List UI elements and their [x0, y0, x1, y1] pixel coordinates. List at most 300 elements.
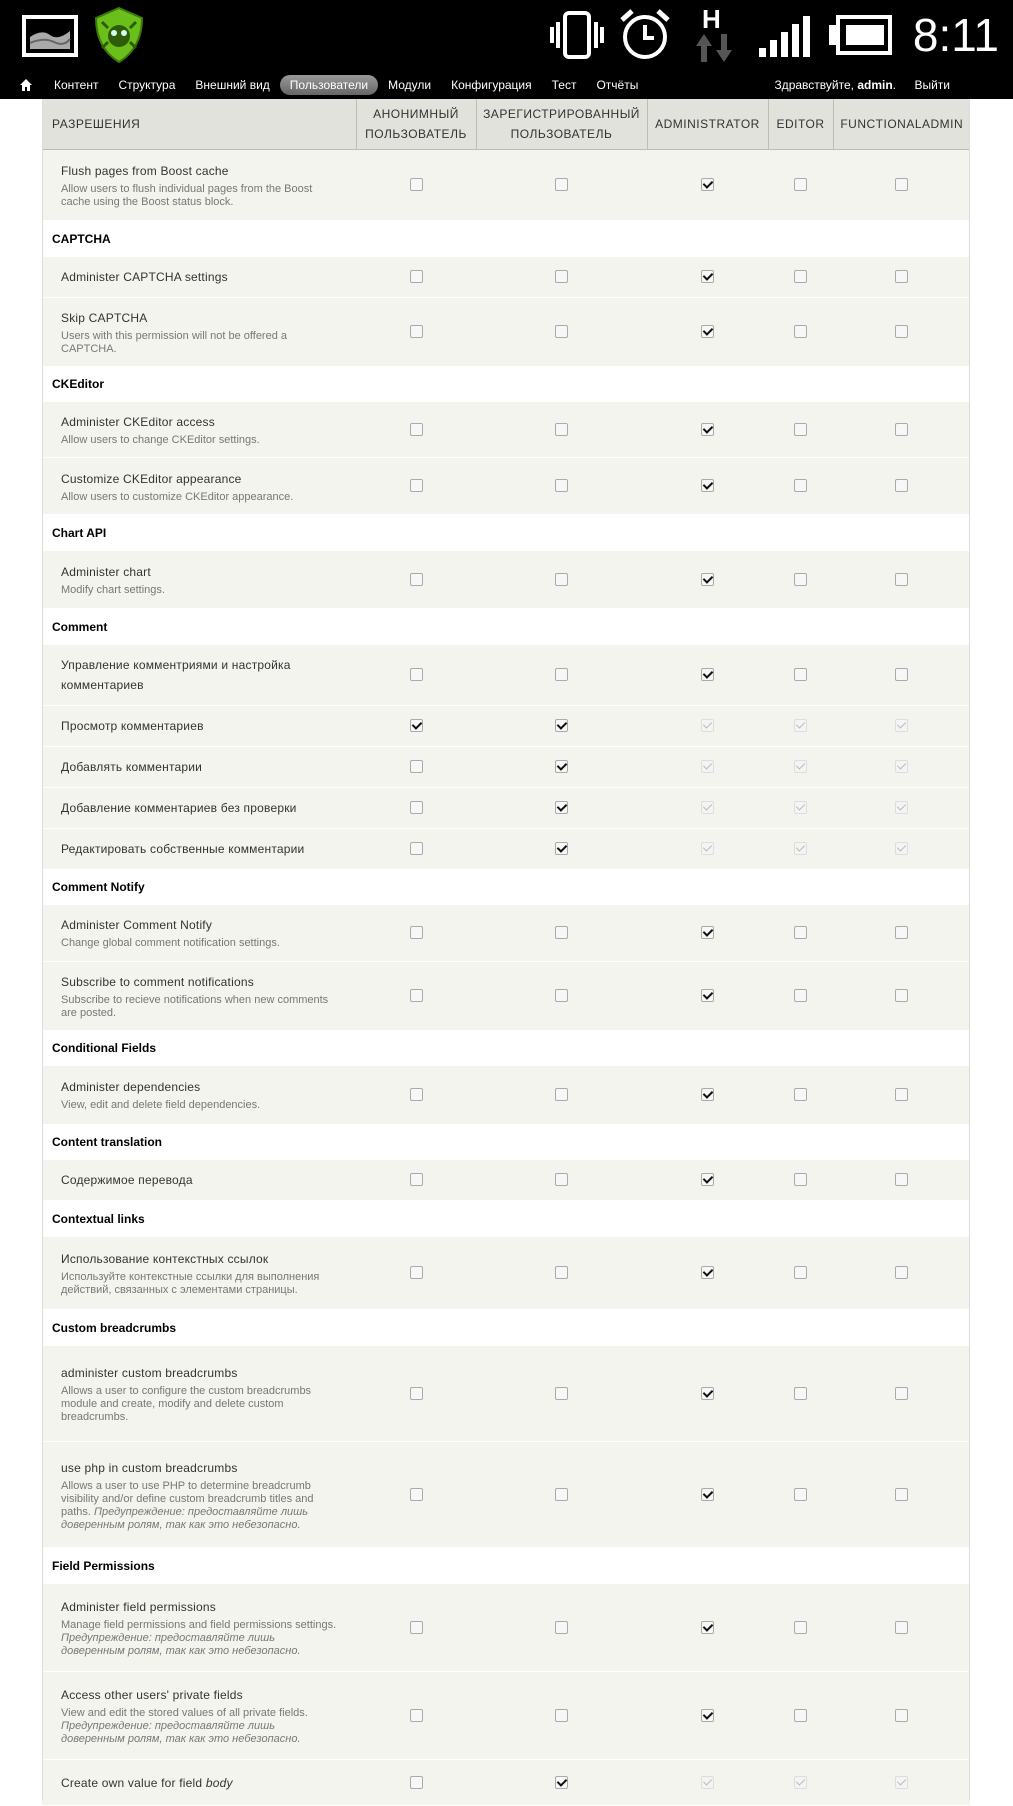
permission-description [61, 330, 346, 356]
permission-checkbox[interactable] [895, 1621, 908, 1634]
inherited-permission-checkbox [895, 801, 908, 814]
role-permission-cell [647, 905, 768, 961]
permission-row [42, 705, 970, 746]
toolbar-item[interactable]: Модули [388, 78, 432, 92]
role-permission-cell [833, 458, 970, 515]
permission-title [61, 757, 346, 777]
permission-description [61, 994, 346, 1020]
permission-checkbox[interactable] [410, 1088, 423, 1101]
role-permission-cell [768, 150, 833, 221]
role-permission-cell [476, 1066, 647, 1124]
permission-checkbox[interactable] [794, 1387, 807, 1400]
role-permission-cell [476, 551, 647, 609]
permission-checkbox[interactable] [410, 1709, 423, 1722]
role-permission-cell [647, 787, 768, 828]
role-column-header: EDITOR [768, 99, 833, 150]
alarm-icon [618, 8, 672, 62]
module-name: CAPTCHA [42, 221, 970, 257]
permission-checkbox[interactable] [794, 423, 807, 436]
role-permission-cell [647, 1066, 768, 1124]
role-permission-cell [476, 705, 647, 746]
permission-title-text: Administer CKEditor access [61, 415, 215, 429]
permission-checkbox[interactable] [410, 719, 423, 732]
permission-row [42, 746, 970, 787]
toolbar-item[interactable]: Контент [54, 78, 99, 92]
permission-checkbox[interactable] [895, 325, 908, 338]
role-permission-cell [768, 1237, 833, 1310]
permission-checkbox[interactable] [555, 423, 568, 436]
role-permission-cell [647, 961, 768, 1030]
home-icon[interactable] [19, 78, 33, 92]
permission-cell [42, 705, 356, 746]
permission-row [42, 1760, 970, 1806]
role-permission-cell [356, 551, 476, 609]
permission-checkbox[interactable] [701, 178, 714, 191]
permission-title-text: Subscribe to comment notifications [61, 974, 254, 989]
role-permission-cell [833, 905, 970, 961]
module-row [42, 1548, 970, 1584]
permission-checkbox[interactable] [410, 668, 423, 681]
permission-checkbox[interactable] [555, 573, 568, 586]
module-name: Comment Notify [42, 869, 970, 905]
role-permission-cell [356, 297, 476, 366]
permission-checkbox[interactable] [410, 573, 423, 586]
permission-checkbox[interactable] [895, 1387, 908, 1400]
gallery-notification-icon [22, 15, 78, 57]
permission-description-text: Users with this permission will not be offered a CAPTCHA. [61, 329, 288, 355]
permission-checkbox[interactable] [555, 1709, 568, 1722]
permission-checkbox[interactable] [555, 479, 568, 492]
role-permission-cell [356, 150, 476, 221]
permission-checkbox[interactable] [701, 926, 714, 939]
module-row [42, 609, 970, 645]
permission-title-text: Administer field permissions [61, 1599, 216, 1614]
role-permission-cell [768, 1584, 833, 1672]
permission-checkbox[interactable] [555, 719, 568, 732]
permission-cell [42, 150, 356, 221]
permission-checkbox[interactable] [895, 668, 908, 681]
role-permission-cell [356, 458, 476, 515]
permission-checkbox[interactable] [794, 178, 807, 191]
module-row [42, 1310, 970, 1346]
role-permission-cell [833, 1672, 970, 1760]
role-permission-cell [768, 1346, 833, 1442]
role-permission-cell [833, 1760, 970, 1806]
role-permission-cell [833, 705, 970, 746]
permission-checkbox[interactable] [794, 1088, 807, 1101]
role-permission-cell [833, 402, 970, 458]
permission-description [61, 937, 346, 950]
permission-cell [42, 257, 356, 298]
toolbar-item[interactable]: Конфигурация [451, 78, 532, 92]
role-permission-cell [647, 297, 768, 366]
role-permission-cell [647, 705, 768, 746]
role-permission-cell [647, 257, 768, 298]
logout-link[interactable]: Выйти [914, 78, 950, 92]
permission-checkbox[interactable] [895, 270, 908, 283]
permission-checkbox[interactable] [895, 1266, 908, 1279]
permission-checkbox[interactable] [701, 479, 714, 492]
permission-checkbox[interactable] [410, 989, 423, 1002]
role-permission-cell [356, 1160, 476, 1201]
permission-checkbox[interactable] [410, 1266, 423, 1279]
permission-checkbox[interactable] [794, 573, 807, 586]
permission-description-text: Используйте контекстные ссылки для выполнения действий, связанных с элементами страницы. [61, 1270, 320, 1296]
permission-row [42, 1237, 970, 1310]
permission-checkbox[interactable] [701, 1088, 714, 1101]
permission-description-text: Allows a user to use PHP to determine breadcrumb visibility and/or define custom breadcrumb titles and paths. [61, 1479, 314, 1518]
permission-description [61, 1619, 346, 1658]
permission-cell [42, 1760, 356, 1806]
permission-cell [42, 1346, 356, 1442]
permission-title [61, 655, 346, 695]
permission-checkbox[interactable] [555, 325, 568, 338]
role-permission-cell [356, 1584, 476, 1672]
permission-title-text: administer custom breadcrumbs [61, 1365, 238, 1380]
inherited-permission-checkbox [895, 760, 908, 773]
permission-checkbox[interactable] [895, 1173, 908, 1186]
role-permission-cell [476, 458, 647, 515]
permission-checkbox[interactable] [794, 668, 807, 681]
permission-checkbox[interactable] [895, 479, 908, 492]
module-name: Field Permissions [42, 1548, 970, 1584]
permission-title [61, 1597, 346, 1617]
permission-checkbox[interactable] [794, 1709, 807, 1722]
role-permission-cell [833, 1584, 970, 1672]
permission-checkbox[interactable] [555, 760, 568, 773]
role-column-header: АНОНИМНЫЙ ПОЛЬЗОВАТЕЛЬ [356, 99, 476, 150]
status-clock: 8:11 [912, 9, 999, 61]
role-permission-cell [768, 551, 833, 609]
role-permission-cell [356, 961, 476, 1030]
permission-checkbox[interactable] [555, 668, 568, 681]
permission-checkbox[interactable] [794, 325, 807, 338]
role-permission-cell [476, 645, 647, 706]
role-permission-cell [476, 787, 647, 828]
permission-checkbox[interactable] [701, 668, 714, 681]
dr-web-antivirus-icon [92, 6, 146, 64]
permission-title [61, 1458, 346, 1478]
module-row [42, 1124, 970, 1160]
inherited-permission-checkbox [701, 719, 714, 732]
table-header-row [42, 99, 970, 150]
inherited-permission-checkbox [701, 760, 714, 773]
permission-description [61, 434, 346, 447]
role-permission-cell [647, 150, 768, 221]
permission-checkbox[interactable] [895, 178, 908, 191]
permission-checkbox[interactable] [555, 270, 568, 283]
android-status-bar [0, 0, 1013, 71]
permission-checkbox[interactable] [794, 1621, 807, 1634]
role-permission-cell [833, 1346, 970, 1442]
role-permission-cell [476, 1237, 647, 1310]
role-permission-cell [476, 257, 647, 298]
role-permission-cell [356, 1672, 476, 1760]
permission-checkbox[interactable] [701, 573, 714, 586]
permission-checkbox[interactable] [794, 1266, 807, 1279]
permission-title-text: Create own value for field [61, 1775, 203, 1790]
permission-checkbox[interactable] [555, 1173, 568, 1186]
battery-icon [828, 15, 892, 55]
role-permission-cell [768, 961, 833, 1030]
role-column-header: ЗАРЕГИСТРИРОВАННЫЙ ПОЛЬЗОВАТЕЛЬ [476, 99, 647, 150]
permission-title [61, 915, 346, 935]
permission-checkbox[interactable] [794, 989, 807, 1002]
role-permission-cell [476, 1160, 647, 1201]
permission-description-text: Allows a user to configure the custom breadcrumbs module and create, modify and delete custom breadcrumbs. [61, 1384, 312, 1423]
username-link[interactable]: admin [857, 78, 893, 92]
permission-title-text: Customize CKEditor appearance [61, 471, 242, 486]
module-row [42, 1030, 970, 1066]
permission-checkbox[interactable] [701, 989, 714, 1002]
permission-cell [42, 905, 356, 961]
permission-description [61, 1707, 346, 1746]
role-permission-cell [768, 828, 833, 869]
permission-row [42, 1584, 970, 1672]
permission-description-text: View, edit and delete field dependencies. [61, 1099, 261, 1112]
role-permission-cell [647, 402, 768, 458]
permission-checkbox[interactable] [410, 842, 423, 855]
permission-title-text: Administer dependencies [61, 1080, 201, 1095]
permission-cell [42, 746, 356, 787]
role-permission-cell [476, 150, 647, 221]
role-permission-cell [768, 905, 833, 961]
module-name: Comment [42, 609, 970, 645]
permission-checkbox[interactable] [410, 270, 423, 283]
permission-row [42, 1346, 970, 1442]
role-permission-cell [356, 787, 476, 828]
permission-checkbox[interactable] [895, 1088, 908, 1101]
permission-checkbox[interactable] [555, 1088, 568, 1101]
permission-checkbox[interactable] [410, 1387, 423, 1400]
inherited-permission-checkbox [895, 842, 908, 855]
permission-description-text: Allow users to customize CKEditor appearance. [61, 490, 294, 503]
permission-checkbox[interactable] [555, 1776, 568, 1789]
permission-checkbox[interactable] [555, 1488, 568, 1501]
permission-checkbox[interactable] [701, 325, 714, 338]
permission-title-text: Administer chart [61, 564, 151, 579]
permission-row [42, 257, 970, 298]
permission-checkbox[interactable] [794, 270, 807, 283]
role-permission-cell [476, 905, 647, 961]
permission-checkbox[interactable] [794, 926, 807, 939]
module-row [42, 366, 970, 402]
role-permission-cell [356, 1066, 476, 1124]
permission-title-text: Administer CAPTCHA settings [61, 269, 228, 284]
role-permission-cell [647, 746, 768, 787]
permission-cell [42, 297, 356, 366]
permission-checkbox[interactable] [410, 325, 423, 338]
permission-title-text: Добавление комментариев без проверки [61, 800, 297, 815]
permission-row [42, 150, 970, 221]
permission-checkbox[interactable] [794, 1173, 807, 1186]
permission-checkbox[interactable] [410, 1173, 423, 1186]
permission-checkbox[interactable] [701, 1173, 714, 1186]
role-permission-cell [768, 787, 833, 828]
permission-title [61, 1249, 346, 1269]
module-row [42, 515, 970, 551]
permission-checkbox[interactable] [895, 1709, 908, 1722]
permission-cell [42, 1584, 356, 1672]
role-permission-cell [833, 645, 970, 706]
module-name: Custom breadcrumbs [42, 1310, 970, 1346]
permission-checkbox[interactable] [794, 1488, 807, 1501]
permission-description-text: View and edit the stored values of all private fields. [61, 1707, 308, 1719]
toolbar-item[interactable]: Пользователи [280, 75, 378, 95]
security-warning: Предупреждение: предоставляйте лишь доверенным ролям, так как это небезопасно. [61, 1720, 301, 1745]
inherited-permission-checkbox [701, 842, 714, 855]
permission-cell [42, 1672, 356, 1760]
permission-checkbox[interactable] [555, 1266, 568, 1279]
inherited-permission-checkbox [794, 719, 807, 732]
role-permission-cell [833, 1066, 970, 1124]
role-permission-cell [768, 257, 833, 298]
permission-title-text: Flush pages from Boost cache [61, 164, 229, 178]
permission-checkbox[interactable] [701, 1266, 714, 1279]
permission-checkbox[interactable] [410, 801, 423, 814]
role-permission-cell [647, 1584, 768, 1672]
permission-checkbox[interactable] [701, 1387, 714, 1400]
inherited-permission-checkbox [701, 801, 714, 814]
permission-checkbox[interactable] [410, 479, 423, 492]
role-permission-cell [833, 297, 970, 366]
permission-checkbox[interactable] [701, 1488, 714, 1501]
permission-description-text: Allow users to change CKEditor settings. [61, 434, 260, 446]
permission-description [61, 491, 346, 504]
permission-title [61, 839, 346, 859]
permission-description-text: Allow users to flush individual pages from the Boost cache using the Boost status block. [61, 183, 313, 208]
permission-checkbox[interactable] [410, 178, 423, 191]
permission-title [61, 308, 346, 328]
role-permission-cell [356, 828, 476, 869]
role-permission-cell [476, 746, 647, 787]
permission-title-text: Skip CAPTCHA [61, 310, 148, 325]
permission-checkbox[interactable] [555, 1387, 568, 1400]
module-name: Chart API [42, 515, 970, 551]
permission-checkbox[interactable] [410, 423, 423, 436]
permission-description [61, 584, 346, 597]
permission-row [42, 1066, 970, 1124]
role-permission-cell [647, 1672, 768, 1760]
toolbar-item[interactable]: Отчёты [596, 78, 639, 92]
permission-checkbox[interactable] [895, 1488, 908, 1501]
permission-column-header: РАЗРЕШЕНИЯ [42, 99, 356, 150]
vibrate-icon [548, 10, 606, 60]
permission-checkbox[interactable] [701, 423, 714, 436]
permission-title-text: Добавлять комментарии [61, 759, 203, 774]
permission-checkbox[interactable] [895, 989, 908, 1002]
permission-title [61, 972, 346, 992]
module-name: Conditional Fields [42, 1030, 970, 1066]
permission-checkbox[interactable] [895, 573, 908, 586]
role-permission-cell [476, 297, 647, 366]
permission-title [61, 412, 346, 432]
permission-row [42, 1672, 970, 1760]
role-permission-cell [356, 746, 476, 787]
permission-title-field: body [205, 1775, 233, 1790]
permission-cell [42, 402, 356, 458]
permission-checkbox[interactable] [701, 1621, 714, 1634]
role-permission-cell [833, 828, 970, 869]
role-permission-cell [356, 1760, 476, 1806]
permission-title [61, 1773, 346, 1793]
permission-checkbox[interactable] [794, 479, 807, 492]
permission-checkbox[interactable] [410, 926, 423, 939]
permission-title-text: Administer Comment Notify [61, 918, 213, 933]
inherited-permission-checkbox [895, 1776, 908, 1789]
permission-description-text: Change global comment notification settings. [61, 937, 280, 950]
role-permission-cell [833, 961, 970, 1030]
module-row [42, 869, 970, 905]
role-permission-cell [833, 1442, 970, 1548]
role-permission-cell [647, 828, 768, 869]
toolbar-item[interactable]: Структура [118, 78, 176, 92]
permission-checkbox[interactable] [895, 926, 908, 939]
role-permission-cell [833, 1160, 970, 1201]
permission-description-text: Manage field permissions and field permissions settings. [61, 1618, 337, 1631]
permission-description [61, 1385, 346, 1424]
permission-checkbox[interactable] [555, 989, 568, 1002]
module-row [42, 1201, 970, 1237]
permission-row [42, 551, 970, 609]
toolbar-item[interactable]: Тест [551, 78, 577, 92]
permission-title-text: Использование контекстных ссылок [61, 1251, 269, 1266]
permission-title [61, 562, 346, 582]
role-permission-cell [768, 297, 833, 366]
permission-description [61, 1099, 346, 1112]
permission-title-text: Редактировать собственные комментарии [61, 841, 305, 856]
permission-checkbox[interactable] [410, 1776, 423, 1789]
permission-checkbox[interactable] [701, 1709, 714, 1722]
permission-cell [42, 961, 356, 1030]
permission-row [42, 297, 970, 366]
role-permission-cell [647, 551, 768, 609]
permission-cell [42, 645, 356, 706]
role-permission-cell [647, 1442, 768, 1548]
permission-checkbox[interactable] [555, 178, 568, 191]
role-permission-cell [476, 1346, 647, 1442]
permission-checkbox[interactable] [410, 760, 423, 773]
permission-checkbox[interactable] [555, 842, 568, 855]
toolbar-item[interactable]: Внешний вид [195, 78, 270, 92]
permission-cell [42, 1160, 356, 1201]
permission-checkbox[interactable] [895, 423, 908, 436]
role-permission-cell [476, 1760, 647, 1806]
permission-checkbox[interactable] [555, 801, 568, 814]
role-permission-cell [768, 402, 833, 458]
permission-row [42, 828, 970, 869]
inherited-permission-checkbox [895, 719, 908, 732]
permission-cell [42, 458, 356, 515]
signal-icon [758, 14, 812, 58]
permission-description [61, 1480, 346, 1532]
role-permission-cell [833, 150, 970, 221]
role-permission-cell [647, 1160, 768, 1201]
role-column-header: ADMINISTRATOR [647, 99, 768, 150]
inherited-permission-checkbox [794, 760, 807, 773]
permission-checkbox[interactable] [555, 1621, 568, 1634]
role-permission-cell [476, 1442, 647, 1548]
permission-description-text: Subscribe to recieve notifications when new comments are posted. [61, 993, 329, 1019]
permission-checkbox[interactable] [701, 270, 714, 283]
role-permission-cell [647, 1346, 768, 1442]
role-permission-cell [356, 645, 476, 706]
permission-title [61, 469, 346, 489]
permission-checkbox[interactable] [410, 1621, 423, 1634]
permission-checkbox[interactable] [555, 926, 568, 939]
permission-checkbox[interactable] [410, 1488, 423, 1501]
permission-cell [42, 551, 356, 609]
